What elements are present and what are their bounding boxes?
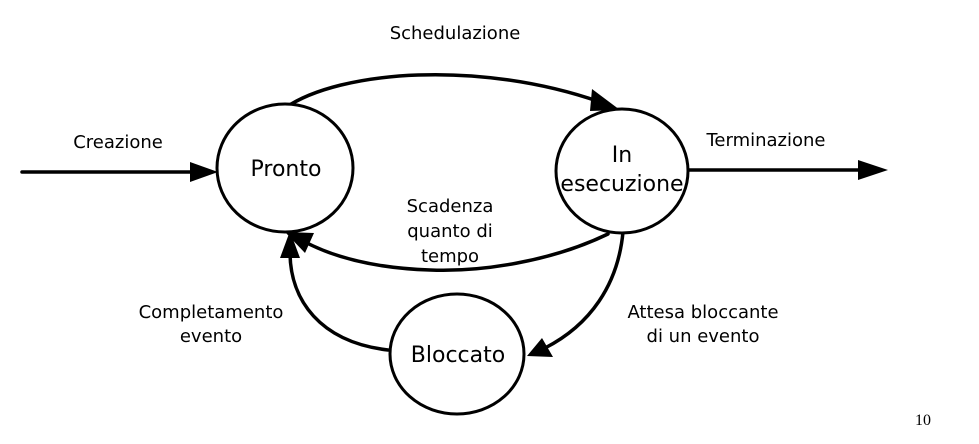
schedulazione-label: Schedulazione bbox=[389, 23, 521, 44]
page-number: 10 bbox=[915, 412, 931, 429]
attesa-arrow bbox=[527, 232, 623, 357]
completamento-label-line1: Completamento bbox=[138, 302, 284, 323]
creazione-label: Creazione bbox=[73, 132, 163, 153]
state-in-esecuzione bbox=[556, 109, 688, 233]
bloccato-label: Bloccato bbox=[410, 343, 506, 368]
attesa-label-line1: Attesa bloccante bbox=[627, 302, 779, 323]
schedulazione-arrow bbox=[285, 75, 620, 111]
completamento-arrow bbox=[280, 231, 388, 350]
in-esecuzione-label-line1: In bbox=[611, 143, 633, 168]
scadenza-label-line3: tempo bbox=[420, 246, 480, 267]
terminazione-label: Terminazione bbox=[706, 130, 826, 151]
scadenza-label-line1: Scadenza bbox=[406, 196, 494, 217]
pronto-label: Pronto bbox=[250, 157, 322, 182]
attesa-label-line2: di un evento bbox=[646, 326, 760, 347]
creazione-arrow bbox=[22, 162, 218, 182]
completamento-label-line2: evento bbox=[179, 326, 243, 347]
scadenza-label-line2: quanto di bbox=[407, 221, 493, 242]
terminazione-arrow bbox=[688, 160, 888, 180]
in-esecuzione-label-line2: esecuzione bbox=[560, 172, 684, 197]
